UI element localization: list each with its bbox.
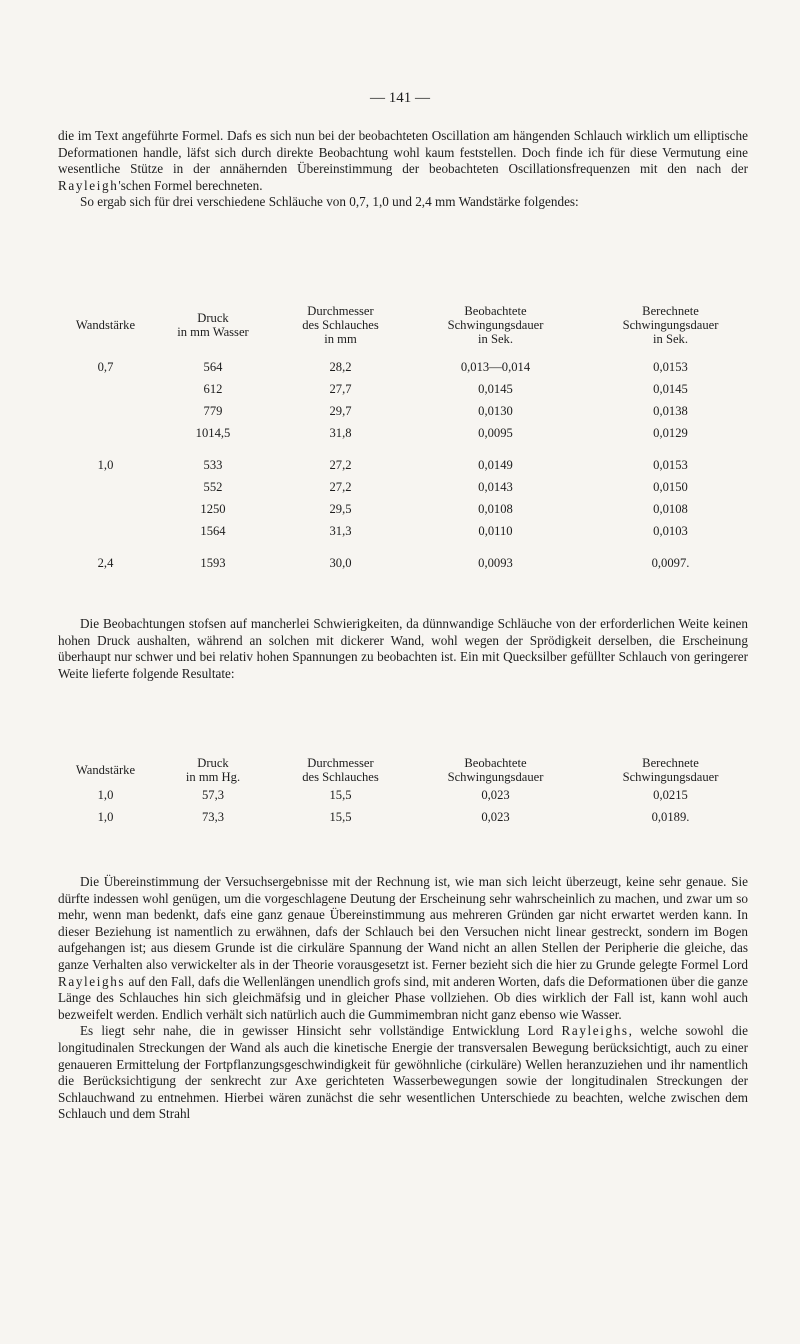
table-row: 1250 29,5 0,0108 0,0108	[200, 501, 688, 516]
table-row: 1,0 73,3 15,5 0,023 0,0189.	[97, 809, 690, 824]
closing-text	[58, 874, 748, 1123]
t2-col-berechnet: Berechnete Schwingungsdauer	[622, 756, 719, 784]
intro-text	[58, 128, 748, 211]
middle-text	[58, 616, 748, 682]
t2-col-durchmesser: Durchmesser des Schlauches	[302, 756, 379, 784]
paragraph-4-end: auf den Fall, dafs die Wellenlängen unendlich grofs sind, mit anderen Worten, dafs die Deformationen über die ganze Länge des Schlauches hin sich gleichmäfsig und in gleicher Phase vollziehen. Ob dies wirklich der Fall ist, kann wohl auch bezweifelt werden. Endlich verhält sich natürlich auch die Gummimembran nicht ganz ebenso wie Wasser.	[58, 973, 748, 1022]
t1-col-berechnet: Berechnete Schwingungsdauer in Sek.	[622, 304, 719, 346]
paragraph-1-text: die im Text angeführte Formel. Dafs es sich nun bei der beobachteten Oscillation am hängenden Schlauch wirklich um elliptische Deformationen handle, läfst sich durch direkte Beobachtung wohl kaum feststellen. Doch finde ich für diese Vermutung eine wesentliche Stütze in der annähernden Übereinstimmung der beobachteten Oscillationsfrequenzen mit den nach der	[58, 128, 748, 177]
table-row: 1564 31,3 0,0110 0,0103	[200, 523, 688, 538]
paragraph-1	[58, 128, 748, 194]
t2-col-beobachtet: Beobachtete Schwingungsdauer	[447, 756, 544, 784]
author-name-rayleighs-2: Rayleighs	[561, 1023, 629, 1039]
table-row: 552 27,2 0,0143 0,0150	[203, 479, 688, 494]
author-name-rayleighs: Rayleighs	[58, 973, 126, 989]
results-table-1	[58, 304, 758, 574]
table-row: 0,7 564 28,2 0,013—0,014 0,0153	[97, 359, 688, 374]
t2-col-druck: Druck in mm Hg.	[185, 756, 241, 784]
paragraph-5-end: , welche sowohl die longitudinalen Streckungen der Wand als auch die kinetische Energie der transversalen Bewegung berücksichtigt, auch zu einer genaueren Ermittelung der Fortpflanzungsgeschwindigkeit für gewöhnliche (cirkuläre) Wellen heranzuziehen und ihr namentlich die Berücksichtigung der senkrecht zur Axe gerichteten Wasserbewegungen sowie der longitudinalen Streckungen der Schlauchwand zu entnehmen. Hierbei wären zunächst die sehr wesentlichen Unterschiede zu beachten, welche zwischen dem Schlauch und dem Strahl	[58, 1023, 748, 1122]
paragraph-2: So ergab sich für drei verschiedene Schläuche von 0,7, 1,0 und 2,4 mm Wandstärke folgendes:	[80, 194, 579, 210]
table-row: 2,4 1593 30,0 0,0093 0,0097.	[97, 555, 690, 570]
table-row: 779 29,7 0,0130 0,0138	[203, 403, 688, 418]
table-row: 612 27,7 0,0145 0,0145	[203, 381, 688, 396]
t1-col-durchmesser: Durchmesser des Schlauches in mm	[302, 304, 379, 346]
paragraph-1-end: 'schen Formel berechneten.	[118, 177, 263, 193]
t1-col-beobachtet: Beobachtete Schwingungsdauer in Sek.	[447, 304, 544, 346]
t1-col-wandstaerke: Wandstärke	[75, 318, 136, 332]
paragraph-4-text: Die Übereinstimmung der Versuchsergebnisse mit der Rechnung ist, wie man sich leicht überzeugt, keine sehr genaue. Sie dürfte indessen wohl genügen, um die vorgeschlagene Deutung der Erscheinung sehr wahrscheinlich zu machen, und zwar um so mehr, wenn man bedenkt, dafs eine ganz genaue Übereinstimmung aus mehreren Gründen gar nicht erwartet werden kann. In dieser Beziehung ist namentlich zu erwähnen, dafs der Schlauch bei den Versuchen nicht linear gestreckt, sondern im Bogen aufgehangen ist; aus diesem Grunde ist die cirkuläre Spannung der Wand nicht an allen Stellen der Peripherie die gleiche, das ganze Verhalten also verwickelter als in der Theorie vorausgesetzt ist. Ferner bezieht sich die hier zu Grunde gelegte Formel Lord	[58, 874, 748, 972]
author-name-rayleigh: Rayleigh	[58, 177, 119, 193]
results-table-2	[58, 756, 758, 828]
t2-col-wandstaerke: Wandstärke	[75, 763, 136, 777]
table1-header-row	[58, 304, 758, 346]
table-row: 1,0 533 27,2 0,0149 0,0153	[97, 457, 688, 472]
table-row: 1014,5 31,8 0,0095 0,0129	[195, 425, 688, 440]
paragraph-5-text: Es liegt sehr nahe, die in gewisser Hinsicht sehr vollständige Entwicklung Lord	[80, 1023, 562, 1039]
paragraph-3: Die Beobachtungen stofsen auf mancherlei Schwierigkeiten, da dünnwandige Schläuche von der erforderlichen Weite keinen hohen Druck aushalten, während an solchen mit dickerer Wand, wohl wegen der Sprödigkeit derselben, die Erscheinung überhaupt nur schwer und bei relativ hohen Spannungen zu beobachten ist. Ein mit Quecksilber gefüllter Schlauch von geringerer Weite lieferte folgende Resultate:	[58, 616, 748, 681]
paragraph-4	[58, 874, 748, 1023]
t1-col-druck: Druck in mm Wasser	[177, 311, 249, 339]
table2-header-row	[58, 756, 758, 784]
table-row: 1,0 57,3 15,5 0,023 0,0215	[97, 787, 688, 802]
page-number: — 141 —	[370, 90, 430, 106]
paragraph-5	[58, 1023, 748, 1123]
